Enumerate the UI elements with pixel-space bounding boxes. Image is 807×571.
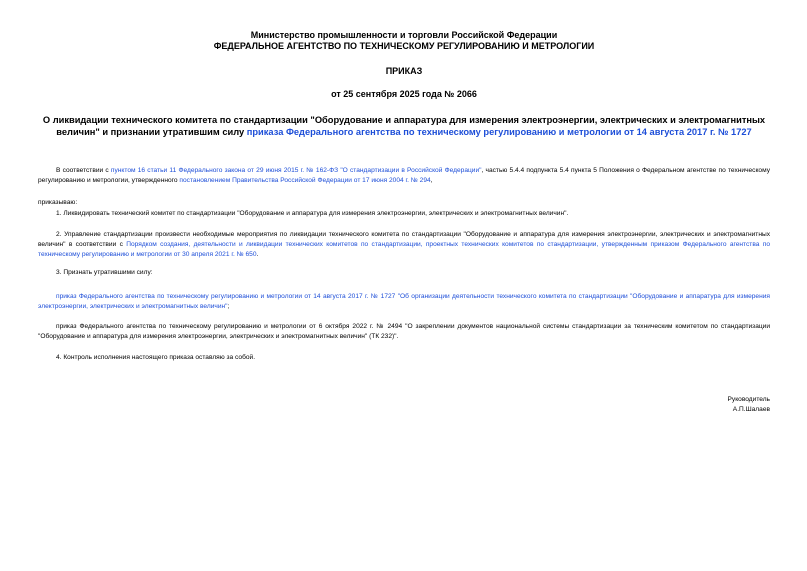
item-2 (38, 230, 770, 260)
intro-text-1: В соответствии с (56, 167, 111, 174)
signature-block (728, 395, 770, 415)
ministry-name: Министерство промышленности и торговли Российской Федерации (250, 30, 558, 40)
item-1: 1. Ликвидировать технический комитет по стандартизации "Оборудование и аппаратура для измерения электроэнергии, электрических и электромагнитных величин". (56, 210, 569, 217)
law-link[interactable]: пунктом 16 статьи 11 Федерального закона от 29 июня 2015 г. № 162-ФЗ "О стандартизации в Российской Федерации" (110, 167, 482, 174)
order-title-link[interactable]: приказа Федерального агентства по техническому регулированию и метрологии от 14 августа 2017 г. № 1727 (246, 127, 752, 137)
order-1727-link[interactable]: приказ Федерального агентства по техническому регулированию и метрологии от 14 августа 2017 г. № 1727 "Об организации деятельности технического комитета по стандартизации "Оборудование и аппаратура для измерения электроэнергии, электрических и электромагнитных величин" (38, 293, 770, 310)
repealed-order-2 (38, 322, 770, 342)
signatory-name: А.П.Шалаев (732, 406, 770, 413)
signatory-position: Руководитель (727, 396, 770, 403)
doc-type: ПРИКАЗ (385, 66, 423, 76)
intro-text-3: , (430, 177, 433, 184)
item-3: 3. Признать утратившими силу: (56, 269, 153, 276)
intro-paragraph (38, 166, 770, 186)
intro-text-2: , частью 5.4.4 подпункта 5.4 пункта 5 Положения о Федеральном агентстве по техническому регулированию и метрологии, утвержденного (38, 167, 771, 184)
procedure-link[interactable]: Порядком создания, деятельности и ликвидации технических комитетов по стандартизации, проектных технических комитетов по стандартизации, утвержденным приказом Федерального агентства по техническому регулированию и метрологии от 30 апреля 2021 г. № 650 (38, 241, 770, 258)
order-title-text: О ликвидации технического комитета по стандартизации "Оборудование и аппаратура для измерения электроэнергии, электрических и электромагнитных величин" и признании утратившим силу (42, 115, 766, 137)
item-2-text-1: 2. Управление стандартизации произвести необходимые мероприятия по ликвидации технического комитета по стандартизации "Оборудование и аппаратура для измерения электроэнергии, электрических и электромагнитных величин" в соответствии с (38, 231, 770, 248)
order-date-number: от 25 сентября 2025 года № 2066 (331, 89, 477, 99)
repealed-order-1-tail: ; (227, 303, 230, 310)
item-2-text-2: . (256, 251, 259, 258)
repealed-order-1 (38, 292, 770, 312)
government-decree-link[interactable]: постановлением Правительства Российской Федерации от 17 июня 2004 г. № 294 (179, 177, 431, 184)
agency-name: ФЕДЕРАЛЬНОЕ АГЕНТСТВО ПО ТЕХНИЧЕСКОМУ РЕГУЛИРОВАНИЮ И МЕТРОЛОГИИ (213, 41, 595, 51)
order-word: приказываю: (38, 199, 78, 206)
order-title (38, 114, 770, 138)
repealed-order-2-text: приказ Федерального агентства по техническому регулированию и метрологии от 6 октября 2022 г. № 2494 "О закреплении документов национальной системы стандартизации за техническим комитетом по стандартизации "Оборудование и аппаратура для измерения электроэнергии, электрических и электромагнитных величин" (ТК 232)" (38, 323, 770, 340)
repealed-order-2-tail: . (396, 333, 399, 340)
item-4: 4. Контроль исполнения настоящего приказа оставляю за собой. (56, 354, 256, 361)
